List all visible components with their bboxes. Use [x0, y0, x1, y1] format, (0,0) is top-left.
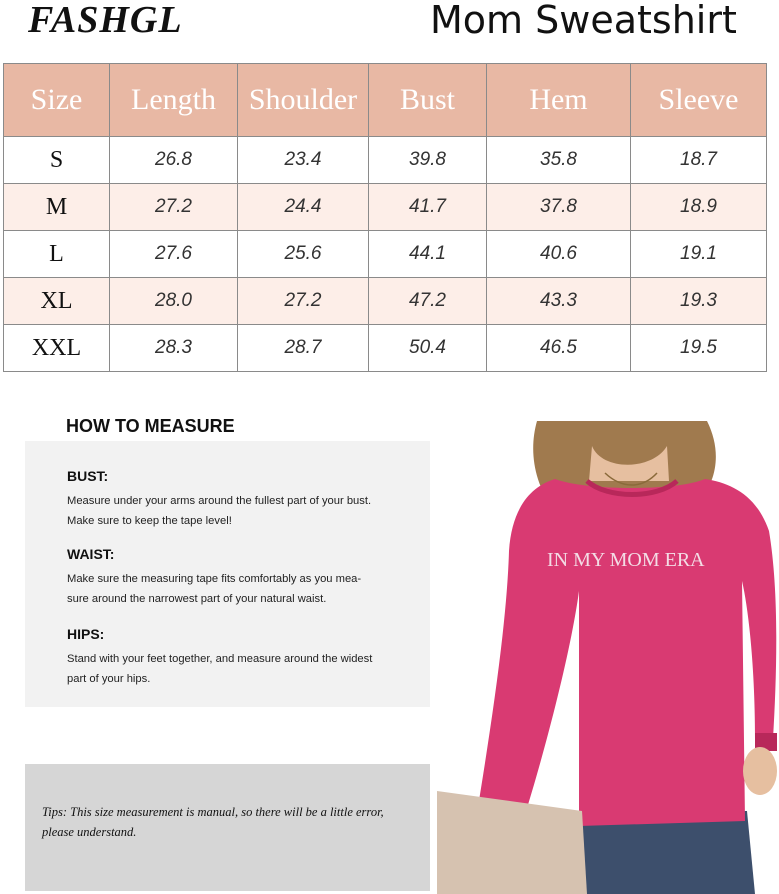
hips-text-line: Stand with your feet together, and measure around the widest [67, 653, 373, 665]
waist-text-line: sure around the narrowest part of your natural waist. [67, 593, 327, 605]
size-cell: M [4, 184, 110, 231]
header-shoulder: Shoulder [238, 64, 369, 137]
product-title: Mom Sweatshirt [430, 0, 737, 42]
bust-text-line: Make sure to keep the tape level! [67, 515, 232, 527]
waist-text-line: Make sure the measuring tape fits comfortably as you mea- [67, 573, 362, 585]
table-row [4, 231, 767, 278]
shirt-print-text: IN MY MOM ERA [547, 549, 705, 571]
header-length: Length [110, 64, 238, 137]
sleeve-cell: 19.1 [631, 231, 767, 278]
hem-cell: 43.3 [487, 278, 631, 325]
shoulder-cell: 25.6 [238, 231, 369, 278]
header-size: Size [4, 64, 110, 137]
hem-cell: 35.8 [487, 137, 631, 184]
size-chart-header-row [4, 64, 767, 137]
header-hem: Hem [487, 64, 631, 137]
model-illustration [437, 421, 779, 894]
length-cell: 28.3 [110, 325, 238, 372]
hips-heading: HIPS: [67, 626, 105, 642]
waist-heading: WAIST: [67, 546, 115, 562]
bust-heading: BUST: [67, 468, 109, 484]
bust-cell: 47.2 [369, 278, 487, 325]
sleeve-cell: 19.5 [631, 325, 767, 372]
tips-text [42, 802, 427, 842]
table-row [4, 325, 767, 372]
table-row [4, 278, 767, 325]
header-bust: Bust [369, 64, 487, 137]
size-cell: S [4, 137, 110, 184]
sleeve-cell: 19.3 [631, 278, 767, 325]
length-cell: 28.0 [110, 278, 238, 325]
shoulder-cell: 24.4 [238, 184, 369, 231]
hem-cell: 40.6 [487, 231, 631, 278]
how-to-measure-panel [25, 441, 430, 707]
size-chart-table [3, 63, 767, 372]
header-sleeve: Sleeve [631, 64, 767, 137]
tips-panel [25, 764, 430, 891]
tips-line: please understand. [42, 825, 137, 839]
bust-text-line: Measure under your arms around the fullest part of your bust. [67, 495, 372, 507]
shoulder-cell: 28.7 [238, 325, 369, 372]
shoulder-cell: 27.2 [238, 278, 369, 325]
hips-text-line: part of your hips. [67, 673, 151, 685]
sweatshirt-shape [477, 479, 776, 826]
bust-cell: 44.1 [369, 231, 487, 278]
bust-instruction [67, 468, 422, 531]
bust-cell: 39.8 [369, 137, 487, 184]
shoulder-cell: 23.4 [238, 137, 369, 184]
how-to-measure-title: HOW TO MEASURE [66, 416, 235, 436]
sleeve-cell: 18.9 [631, 184, 767, 231]
length-cell: 27.2 [110, 184, 238, 231]
tips-line: Tips: This size measurement is manual, so there will be a little error, [42, 805, 384, 819]
waist-instruction [67, 546, 422, 609]
size-cell: XXL [4, 325, 110, 372]
size-cell: XL [4, 278, 110, 325]
length-cell: 26.8 [110, 137, 238, 184]
table-row [4, 184, 767, 231]
table-row [4, 137, 767, 184]
hem-cell: 46.5 [487, 325, 631, 372]
product-photo [437, 421, 779, 894]
sleeve-cell: 18.7 [631, 137, 767, 184]
size-cell: L [4, 231, 110, 278]
bust-cell: 50.4 [369, 325, 487, 372]
length-cell: 27.6 [110, 231, 238, 278]
hips-instruction [67, 626, 422, 689]
bust-cell: 41.7 [369, 184, 487, 231]
brand-logo: FASHGL [28, 0, 183, 41]
hem-cell: 37.8 [487, 184, 631, 231]
